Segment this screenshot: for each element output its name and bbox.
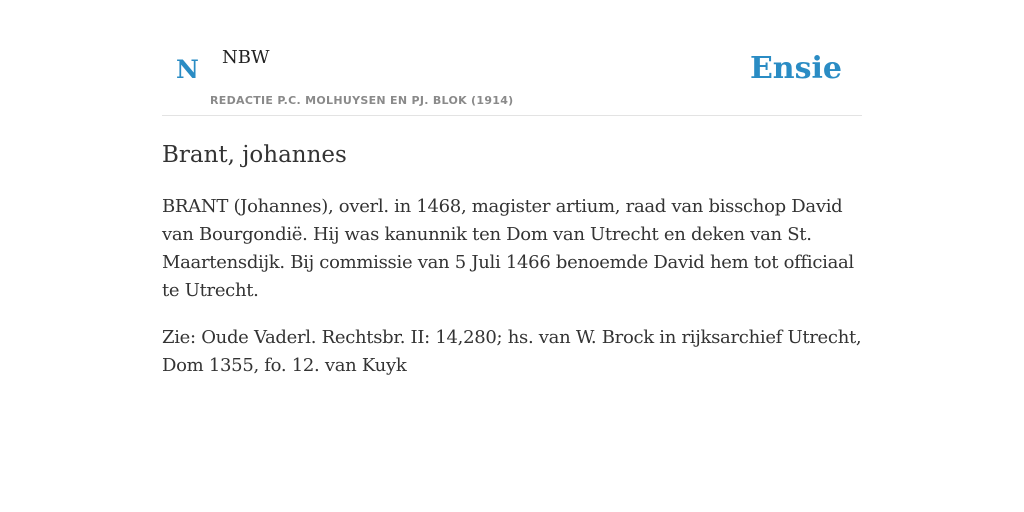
source-name[interactable]: NBW bbox=[222, 47, 270, 68]
source-header bbox=[162, 0, 862, 116]
ensie-logo-link[interactable]: Ensie bbox=[749, 51, 842, 86]
source-editors: REDACTIE P.C. MOLHUYSEN EN PJ. BLOK (1914) bbox=[210, 94, 514, 107]
page-container bbox=[162, 0, 862, 380]
source-logo[interactable]: N bbox=[176, 55, 199, 84]
article-paragraph: BRANT (Johannes), overl. in 1468, magister artium, raad van bisschop David van Bourgondië. Hij was kanunnik ten Dom van Utrecht en deken van St. Maartensdijk. Bij commissie van 5 Juli 1466 benoemde David hem tot officiaal te Utrecht. bbox=[162, 196, 854, 301]
article-title: Brant, johannes bbox=[162, 142, 347, 168]
article-references: Zie: Oude Vaderl. Rechtsbr. II: 14,280; hs. van W. Brock in rijksarchief Utrecht, Dom 1355, fo. 12. van Kuyk bbox=[162, 327, 862, 376]
